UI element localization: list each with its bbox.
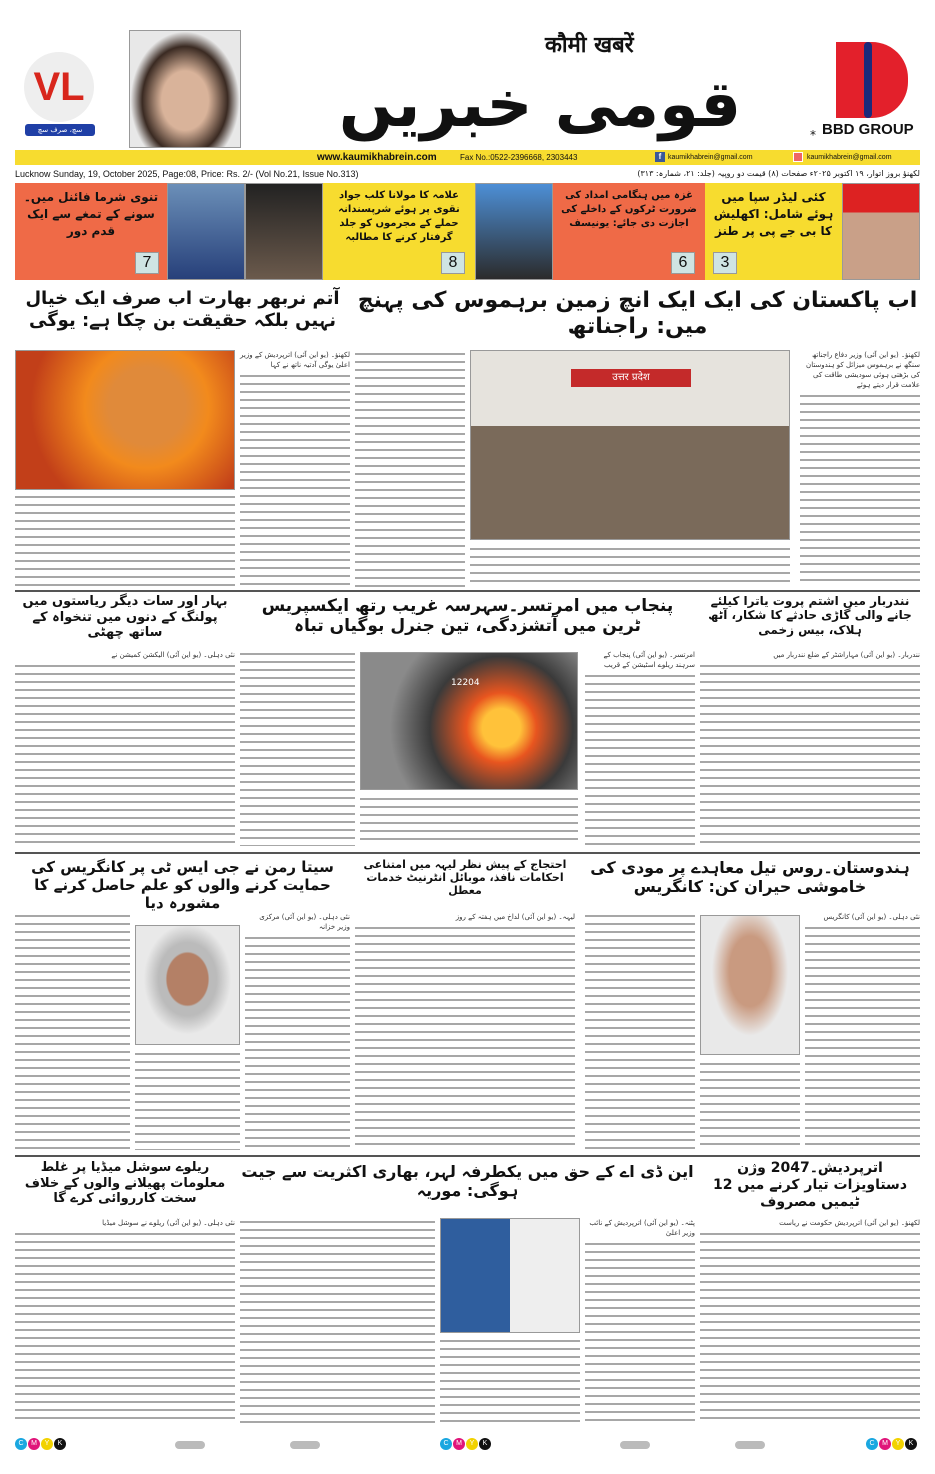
ladakh-column [355,912,575,1150]
black-dot: K [479,1438,491,1450]
ladakh-snippet: لیہہ۔ (یو این آئی) لداخ میں ہفتہ کے روز [455,913,575,921]
vl-logo [24,52,94,122]
divider [15,590,920,592]
bbd-logo [836,42,908,118]
page-number: 6 [671,252,695,274]
bbd-group-label: BBD GROUP [822,121,914,138]
cmyk-mark-center [440,1438,491,1450]
cyan-dot: C [15,1438,27,1450]
page-number: 8 [441,252,465,274]
portrait-photo [129,30,241,148]
newspaper-title: قومی خبریں [338,68,742,142]
cmyk-mark-right [866,1438,917,1450]
up2047-headline: اترپردیش۔2047 وژن دستاویزات تیار کرنے میں 12 ٹیمیں مصروف [712,1160,908,1210]
register-bar [620,1441,650,1449]
congress-column [805,912,920,1150]
up2047-body [700,1230,920,1425]
register-bar [290,1441,320,1449]
congress-body [700,1060,800,1150]
yogi-headline: آتم نربھر بھارت اب صرف ایک خیال نہیں بلکہ حقیقت بن چکا ہے: یوگی [25,288,340,331]
rajnath-event-photo [470,350,790,540]
ladakh-headline: احتجاج کے پیش نظر لیہہ میں امتناعی احکامات نافذ، موبائل انٹرنیٹ خدمات معطل [363,858,567,898]
cmyk-mark-left [15,1438,66,1450]
sitharaman-body [135,1050,240,1150]
lead-headline: اب پاکستان کی ایک ایک انچ زمین برہموس کی پہنچ میں: راجناتھ [357,288,918,340]
teaser-photo [167,183,245,280]
railway-column [15,1218,235,1425]
teaser-photo [245,183,323,280]
yellow-dot: Y [466,1438,478,1450]
congress-headline: ہندوستان۔روس تیل معاہدے پر مودی کی خاموشی حیران کن: کانگریس [590,858,910,897]
magenta-dot: M [879,1438,891,1450]
yogi-body [240,372,350,587]
teaser-unicef[interactable] [475,183,705,280]
black-dot: K [54,1438,66,1450]
facebook-icon: f [655,152,665,162]
bihar-headline: بہار اور سات دیگر ریاستوں میں پولنگ کے دنوں میں تنخواہ کے ساتھ چھٹی [22,594,228,641]
sitharaman-column [245,912,350,1150]
train-snippet: امرتسر۔ (یو این آئی) پنجاب کے سرہند ریلوے اسٹیشن کے قریب [603,651,695,669]
congress-snippet: نئی دہلی۔ (یو این آئی) کانگریس [823,913,920,921]
divider [15,1155,920,1157]
teaser-tanvi[interactable] [15,183,245,280]
page-number: 3 [713,252,737,274]
website-link[interactable]: www.kaumikhabrein.com [317,152,437,163]
teaser-text: غزہ میں ہنگامی امداد کی ضرورت ٹرکوں کے داخلے کی اجازت دی جائے: یونیسف [561,190,697,229]
cyan-dot: C [866,1438,878,1450]
congress-body [805,924,920,1150]
yogi-snippet: لکھنؤ۔ (یو این آئی) اترپردیش کے وزیر اعلیٰ یوگی آدتیہ ناتھ نے کہا [240,351,350,369]
teaser-text: کئی لیڈر سپا میں ہوئے شامل: اکھلیش کا بی جے پی پر طنز [713,190,834,238]
accident-snippet: نندربار۔ (یو این آئی) مہاراشٹر کے ضلع نندربار میں [773,651,920,659]
railway-snippet: نئی دہلی۔ (یو این آئی) ریلوے نے سوشل میڈیا [102,1219,235,1227]
train-headline: پنجاب میں امرتسر۔سہرسہ غریب رتھ ایکسپریس ٹرین میں آتشزدگی، تین جنرل بوگیاں تباہ [261,596,674,637]
register-bar [175,1441,205,1449]
up2047-snippet: لکھنؤ۔ (یو این آئی) اترپردیش حکومت نے ریاست [779,1219,920,1227]
train-fire-photo [360,652,578,790]
nda-body [585,1240,695,1425]
congress-body [585,912,695,1150]
teaser-photo [842,183,920,280]
page-number: 7 [135,252,159,274]
bihar-snippet: نئی دہلی۔ (یو این آئی) الیکشن کمیشن نے [111,651,235,659]
black-dot: K [905,1438,917,1450]
train-body [240,650,355,846]
yellow-dot: Y [892,1438,904,1450]
dateline-english: Lucknow Sunday, 19, October 2025, Page:08, Price: Rs. 2/- (Vol No.21, Issue No.313) [15,169,359,179]
lead-column [800,350,920,587]
sitharaman-snippet: نئی دہلی۔ (یو این آئی) مرکزی وزیر خزانہ [259,913,350,931]
lead-body [470,545,790,587]
sitharaman-photo [135,925,240,1045]
magenta-dot: M [28,1438,40,1450]
teaser-text: علامہ کا مولانا کلب جواد نقوی پر ہوئے شرپسندانہ حملے کے مجرموں کو جلد گرفتار کرنے کا مطالبہ [338,190,460,243]
up2047-column [700,1218,920,1425]
train-body [360,795,578,846]
lead-snippet: لکھنؤ۔ (یو این آئی) وزیر دفاع راجناتھ سنگھ نے برہموس میزائل کو ہندوستان کی بڑھتی ہوئی سودیشی طاقت کی علامت قرار دیتے ہوئے [806,351,920,389]
mail-email[interactable]: kaumikhabrein@gmail.com [807,154,892,161]
teaser-text: تنوی شرما فائنل میں۔ سونے کے تمغے سے ایک قدم دور [23,190,159,238]
yogi-column [240,350,350,587]
train-column [585,650,695,846]
sitharaman-body [15,912,130,1150]
yogi-photo [15,350,235,490]
lead-body [800,392,920,587]
event-banner: उत्तर प्रदेश [571,369,691,387]
vl-tagline: سچ، صرف سچ [25,124,95,136]
accident-body [700,662,920,846]
facebook-email[interactable]: kaumikhabrein@gmail.com [668,154,753,161]
ladakh-body [355,924,575,1150]
nda-column [585,1218,695,1425]
jairam-photo [700,915,800,1055]
nda-body [440,1337,580,1425]
accident-column [700,650,920,846]
cyan-dot: C [440,1438,452,1450]
bihar-body [15,662,235,846]
nda-snippet: پٹنہ۔ (یو این آئی) اترپردیش کے نائب وزیر اعلیٰ [589,1219,695,1237]
coach-number: 12204 [451,678,480,688]
teaser-photo [475,183,553,280]
lead-body [355,350,465,587]
teaser-akhilesh[interactable] [705,183,920,280]
magenta-dot: M [453,1438,465,1450]
yogi-body [15,493,235,587]
bbd-logo-stripe [864,42,872,118]
teaser-kalbe-jawad[interactable] [245,183,475,280]
train-body [585,672,695,846]
dateline-urdu: لکھنؤ بروز اتوار، ۱۹ اکتوبر ۲۰۲۵ء صفحات (۸) قیمت دو روپیہ (جلد: ۲۱، شمارہ: ۳۱۳) [637,169,920,178]
register-bar [735,1441,765,1449]
vl-logo-mark: VL [33,65,85,109]
asterisk: * [810,128,816,142]
railway-body [15,1230,235,1425]
accident-headline: نندربار میں اشتم پروت یاترا کیلئے جانے والی گاڑی حادثے کا شکار، آٹھ ہلاک، بیس زخمی [708,594,912,637]
sitharaman-headline: سیتا رمن نے جی ایس ٹی پر کانگریس کی حمایت کرنے والوں کو علم حاصل کرنے کا مشورہ دیا [31,858,334,912]
bihar-column [15,650,235,846]
yellow-dot: Y [41,1438,53,1450]
nda-headline: این ڈی اے کے حق میں یکطرفہ لہر، بھاری اکثریت سے جیت ہوگی: موریہ [241,1162,694,1201]
mail-icon [793,152,803,162]
amit-shah-photo [440,1218,580,1333]
contact-bar [15,150,920,165]
fax-number: Fax No.:0522-2396668, 2303443 [460,153,578,162]
divider [15,852,920,854]
hindi-title: कौमी खबरें [545,33,634,58]
nda-body [240,1218,435,1425]
sitharaman-body [245,934,350,1150]
railway-headline: ریلوے سوشل میڈیا پر غلط معلومات پھیلانے والوں کے خلاف سخت کارروائی کرے گا [24,1160,226,1207]
